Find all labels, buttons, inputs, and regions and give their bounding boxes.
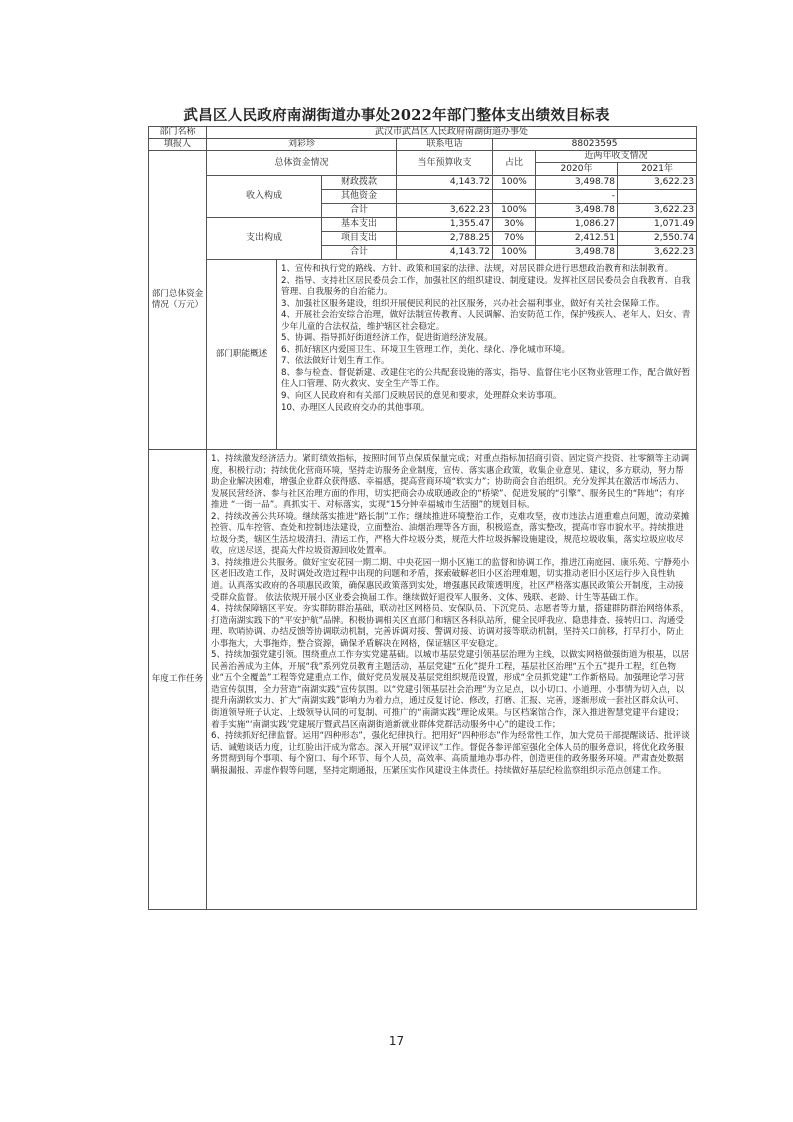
expense-label: 支出构成 <box>207 218 322 260</box>
task-item: 5、持续加强党建引领。围绕重点工作夯实党建基础。以城市基层党建引领基层治理为主线，以做实网格做强街道为根基，以居民善治善成为主体，开展“我”系列党员教育主题活动，基层党建“五化”提升工程，基层社区治理“五个五”提升工程，红色物业“五个全覆盖”工程等党建重点工作，做好党员发展及基层党组织规范设置，形成“全员抓党建”工作新格局。加强理论学习营造宣传氛围，全力营造“南湖实践”宣传氛围。以“党建引领基层社会治理”为立足点，以小切口、小道理、小事情为切入点，以提升南湖软实力、扩大“南湖实践”影响力为着力点，通过反复讨论、修改，打磨、汇报、完善，逐渐形成一套社区群众认可、街道领导班子认定、上级领导认同的可复制、可推广的“南湖实践”理论成果。与区档案馆合作，深入推进智慧党建平台建设；着手实施“‘南湖实践’党建展厅暨武昌区南湖街道新就业群体党群活动服务中心”的建设工作； <box>211 650 690 730</box>
income-row <box>149 176 697 190</box>
income-budget <box>397 190 493 204</box>
duty-item: 6、抓好辖区内爱国卫生、环境卫生管理工作，美化、绿化、净化城市环境。 <box>281 344 571 355</box>
ratio-label: 占比 <box>493 151 536 176</box>
income-ratio <box>493 190 536 204</box>
dept-value: 武汉市武昌区人民政府南湖街道办事处 <box>207 127 697 139</box>
expense-name: 基本支出 <box>322 218 397 232</box>
expense-row <box>149 218 697 232</box>
income-label: 收入构成 <box>207 176 322 218</box>
task-item: 2、持续改善公共环境。继续落实推进“路长制”工作；继续推进环境整治工作，克难攻坚，夜市违法占道重难点问题，流动菜摊控管、瓜车控管、查处和控制违法建设，立面整治、油烟治理等各方面，积极巡查，落实整改，提高市容市貌水平。持续推进垃圾分类，辖区生活垃圾清扫、清运工作，严格大件垃圾分类，规范大件垃圾拆解设施建设，规范垃圾收集，落实垃圾应收尽收，应送尽送，提高大件垃圾资源回收处置率。 <box>211 511 690 557</box>
income-ratio: 100% <box>493 176 536 190</box>
income-budget: 3,622.23 <box>397 204 493 218</box>
expense-budget: 4,143.72 <box>397 246 493 260</box>
phone-value: 88023595 <box>493 139 697 151</box>
income-ratio: 100% <box>493 204 536 218</box>
duty-item: 7、依法做好计划生育工作。 <box>281 356 390 367</box>
duties-row <box>149 260 697 450</box>
income-budget: 4,143.72 <box>397 176 493 190</box>
duty-item: 2、指导、支持社区居民委员会工作，加强社区的组织建设、制度建设。发挥社区居民委员会自我教育、自我管理、自我服务的自治能力。 <box>281 275 691 298</box>
income-name: 财政拨款 <box>322 176 397 190</box>
reporter-label: 填报人 <box>149 139 207 151</box>
expense-budget: 2,788.25 <box>397 232 493 246</box>
expense-2020: 2,412.51 <box>536 232 618 246</box>
expense-budget: 1,355.47 <box>397 218 493 232</box>
reporter-row <box>149 139 697 151</box>
task-item: 6、持续抓好纪律监督。运用“四种形态”，强化纪律执行。把用好“四种形态”作为经常性工作，加大党员干部提醒谈话、批评谈话、诫勉谈话力度，让红脸出汗成为常态。深入开展“双评议”工作。督促各参评部室强化全体人员的服务意识，将优化政务服务贯彻到每个事项、每个窗口、每个环节、每个人员，高效率、高质量地办事办件，创造更佳的政务服务环境。严肃查处数据瞒报漏报、弄虚作假等问题，坚持定期通报，压紧压实作风建设主体责任。持续做好基层纪检监察组织示范点创建工作。 <box>211 731 690 776</box>
budget-label: 当年预算收支 <box>397 151 493 176</box>
income-name: 其他资金 <box>322 190 397 204</box>
tasks-row <box>149 450 697 910</box>
income-name: 合计 <box>322 204 397 218</box>
page-number: 17 <box>388 1034 405 1048</box>
duty-item: 9、向区人民政府和有关部门反映居民的意见和要求，处理群众来访事项。 <box>281 391 562 402</box>
income-2021: 3,622.23 <box>618 176 697 190</box>
expense-ratio: 30% <box>493 218 536 232</box>
duty-item: 5、协调、指导抓好街道经济工作，促进街道经济发展。 <box>281 333 493 344</box>
duties-content <box>277 260 697 450</box>
duties-label: 部门职能概述 <box>207 260 277 450</box>
funds-header-row-1 <box>149 151 697 163</box>
tasks-label: 年度工作任务 <box>149 450 207 910</box>
task-item: 4、持续保障辖区平安。夯实群防群治基础，联动社区网格员、安保队员、下沉党员、志愿者等力量，搭建群防群治网络体系，打造南湖实践下的“平安护航”品牌。积极协调相关区直部门和辖区各科队站所，健全民呼我应、隐患排查、接转归口、沟通受理、吹哨协调、办结反馈等协调联动机制，完善诉调对接、警调对接、访调对接等联动机制，坚持关口前移，打早打小，防止小事拖大，大事拖炸，整合资源，确保矛盾解决在网格，保证辖区平安稳定。 <box>211 604 690 649</box>
page-title: 武昌区人民政府南湖街道办事处2022年部门整体支出绩效目标表 <box>183 107 610 124</box>
year-2021: 2021年 <box>618 163 697 176</box>
income-2021 <box>618 190 697 204</box>
task-item: 3、持续推进公共服务。做好宝安花园一期二期、中央花园一期小区施工的监督和协调工作，推进江南庭园、康乐苑、宁静苑小区老旧改造工作，及时调处改造过程中出现的问题和矛盾，探索破解老旧小区治理难题，切实推动老旧小区运行步入良性轨道。认真落实政府的各项惠民政策，确保惠民政策落到实处，增强惠民政策透明度，社区严格落实惠民政策公开制度，主动接受群众监督。 依法依规开展小区业委会换届工作。继续做好退役军人服务、文体、残联、老龄、计生等基础工作。 <box>211 557 690 603</box>
duty-item: 3、加强社区服务建设，组织开展便民利民的社区服务，兴办社会福利事业，做好有关社会保障工作。 <box>281 298 665 309</box>
income-2021: 3,622.23 <box>618 204 697 218</box>
expense-ratio: 70% <box>493 232 536 246</box>
expense-2021: 3,622.23 <box>618 246 697 260</box>
expense-2021: 1,071.49 <box>618 218 697 232</box>
expense-name: 项目支出 <box>322 232 397 246</box>
performance-target-table <box>148 126 697 910</box>
tasks-content <box>207 450 697 910</box>
expense-name: 合计 <box>322 246 397 260</box>
expense-2020: 1,086.27 <box>536 218 618 232</box>
expense-2021: 2,550.74 <box>618 232 697 246</box>
dept-row <box>149 127 697 139</box>
expense-ratio: 100% <box>493 246 536 260</box>
income-2020: - <box>536 190 618 204</box>
duty-item: 10、办理区人民政府交办的其他事项。 <box>281 402 430 413</box>
year-2020: 2020年 <box>536 163 618 176</box>
income-2020: 3,498.78 <box>536 176 618 190</box>
duty-item: 4、开展社会治安综合治理，做好法制宣传教育、人民调解、治安防范工作，保护残疾人、老年人、妇女、青少年儿童的合法权益，维护辖区社会稳定。 <box>281 310 691 332</box>
dept-label: 部门名称 <box>149 127 207 139</box>
task-item: 1、持续激发经济活力。紧盯绩效指标，按照时间节点保质保量完成；对重点指标加招商引资、固定资产投资、社零额等主动调度，积极行动；持续优化营商环境，坚持走访服务企业制度，宣传、落实惠企政策，收集企业意见、建议，多方联动，努力帮助企业解决困难，增强企业群众获得感、幸福感，提高营商环境“软实力”；协助商会自治组织。充分发挥其在激活市场活力、发展民营经济、参与社区治理方面的作用，切实把商会办成联通政企的“桥梁”、促进发展的“引擎”、服务民生的“阵地”；有序推进 “一街一品”。真抓实干、对标落实，实现“15分钟幸福城市生活圈”的规划目标。 <box>211 454 690 511</box>
recent-years-label: 近两年收支情况 <box>536 151 697 163</box>
phone-label: 联系电话 <box>397 139 493 151</box>
funds-section-label: 部门总体资金情况（万元） <box>149 151 207 450</box>
overview-label: 总体资金情况 <box>207 151 397 176</box>
reporter-value: 刘彩珍 <box>207 139 397 151</box>
income-2020: 3,498.78 <box>536 204 618 218</box>
duty-item: 1、宣传和执行党的路线、方针、政策和国家的法律、法规，对居民群众进行思想政治教育和法制教育。 <box>281 264 674 274</box>
duty-item: 8、参与检查、督促新建、改建住宅的公共配套设施的落实，指导、监督住宅小区物业管理工作，配合做好暂住人口管理、防火救灾、安全生产等工作。 <box>281 367 691 390</box>
expense-2020: 3,498.78 <box>536 246 618 260</box>
